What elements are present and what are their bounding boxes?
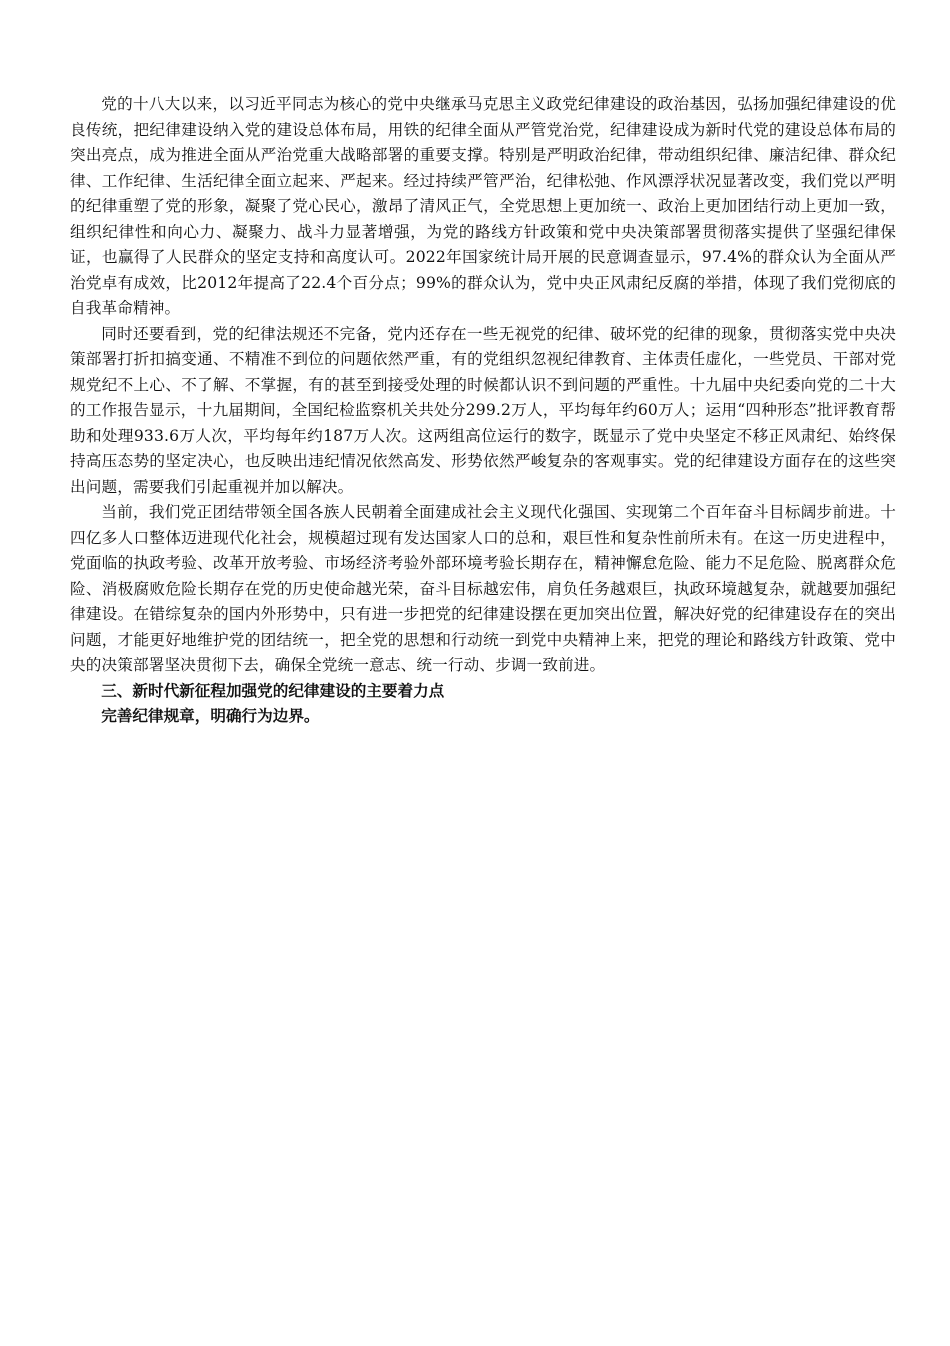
subheading: 完善纪律规章，明确行为边界。 [101,707,320,725]
paragraph-current-situation: 当前，我们党正团结带领全国各族人民朝着全面建成社会主义现代化强国、实现第二个百年奋斗目标阔步前进。十四亿多人口整体迈进现代化社会，规模超过现有发达国家人口的总和，艰巨性和复杂性前所未有。在这一历史进程中，党面临的执政考验、改革开放考验、市场经济考验外部环境考验长期存在，精神懈怠危险、能力不足危险、脱离群众危险、消极腐败危险长期存在党的历史使命越光荣，奋斗目标越宏伟，肩负任务越艰巨，执政环境越复杂，就越要加强纪律建设。在错综复杂的国内外形势中，只有进一步把党的纪律建设摆在更加突出位置，解决好党的纪律建设存在的突出问题，才能更好地维护党的团结统一，把全党的思想和行动统一到党中央精神上来，把党的理论和路线方针政策、党中央的决策部署坚决贯彻下去，确保全党统一意志、统一行动、步调一致前进。 [70,503,896,674]
document-body [70,92,896,730]
paragraph-discipline-achievements: 党的十八大以来，以习近平同志为核心的党中央继承马克思主义政党纪律建设的政治基因，弘扬加强纪律建设的优良传统，把纪律建设纳入党的建设总体布局，用铁的纪律全面从严管党治党，纪律建设成为新时代党的建设总体布局的突出亮点，成为推进全面从严治党重大战略部署的重要支撑。特别是严明政治纪律，带动组织纪律、廉洁纪律、群众纪律、工作纪律、生活纪律全面立起来、严起来。经过持续严管严治，纪律松弛、作风漂浮状况显著改变，我们党以严明的纪律重塑了党的形象，凝聚了党心民心，激昂了清风正气，全党思想上更加统一、政治上更加团结行动上更加一致，组织纪律性和向心力、凝聚力、战斗力显著增强，为党的路线方针政策和党中央决策部署贯彻落实提供了坚强纪律保证，也赢得了人民群众的坚定支持和高度认可。2022年国家统计局开展的民意调查显示，97.4%的群众认为全面从严治党卓有成效，比2012年提高了22.4个百分点；99%的群众认为，党中央正风肃纪反腐的举措，体现了我们党彻底的自我革命精神。 [70,95,896,317]
paragraph-existing-problems: 同时还要看到，党的纪律法规还不完备，党内还存在一些无视党的纪律、破坏党的纪律的现象，贯彻落实党中央决策部署打折扣搞变通、不精准不到位的问题依然严重，有的党组织忽视纪律教育、主体责任虚化，一些党员、干部对党规党纪不上心、不了解、不掌握，有的甚至到接受处理的时候都认识不到问题的严重性。十九届中央纪委向党的二十大的工作报告显示，十九届期间，全国纪检监察机关共处分299.2万人，平均每年约60万人；运用“四种形态”批评教育帮助和处理933.6万人次，平均每年约187万人次。这两组高位运行的数字，既显示了党中央坚定不移正风肃纪、始终保持高压态势的坚定决心，也反映出违纪情况依然高发、形势依然严峻复杂的客观事实。党的纪律建设方面存在的这些突出问题，需要我们引起重视并加以解决。 [70,324,896,496]
section-heading: 三、新时代新征程加强党的纪律建设的主要着力点 [101,681,445,700]
